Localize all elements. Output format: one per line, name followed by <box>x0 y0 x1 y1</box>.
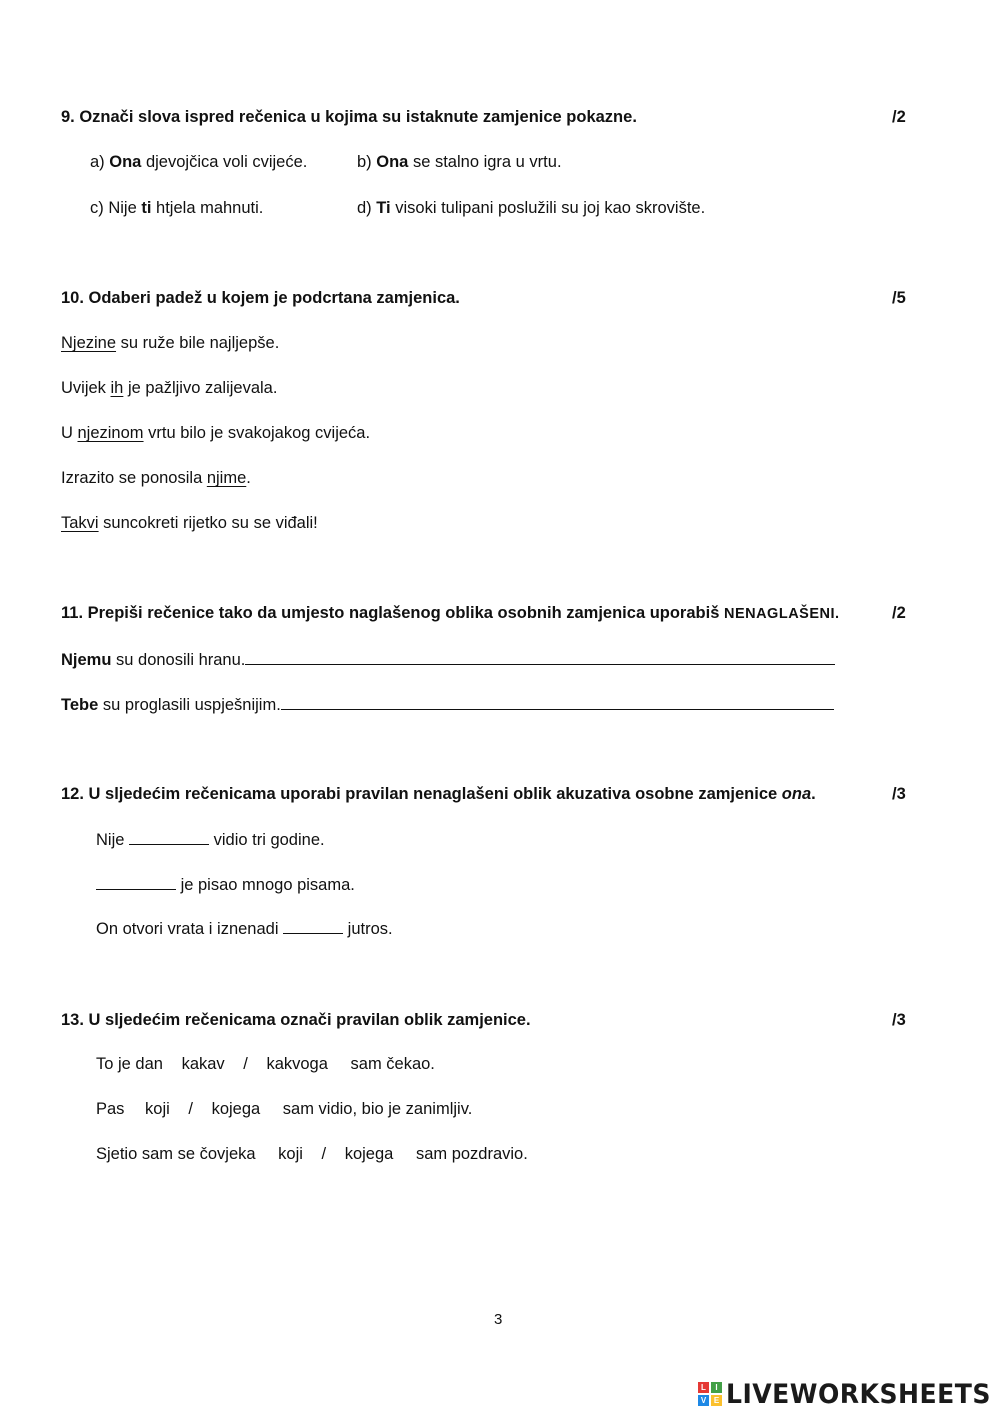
q11-sentence-1 <box>61 650 835 670</box>
q13-title: 13. U sljedećim rečenicama označi pravilan oblik zamjenice. <box>61 1011 531 1029</box>
q13-s1-pre: To je dan <box>96 1055 163 1073</box>
q13-s2-option-2[interactable]: kojega <box>211 1100 261 1118</box>
q13-s3-pre: Sjetio sam se čovjeka <box>96 1145 256 1163</box>
q9-score: /2 <box>892 108 906 126</box>
q13-s2-post: sam vidio, bio je zanimljiv. <box>282 1100 473 1118</box>
logo-block-4: E <box>711 1395 722 1406</box>
q9-c-bold: ti <box>141 199 152 217</box>
q9-a-bold: Ona <box>109 153 142 171</box>
q11-s1-bold: Njemu <box>61 651 112 669</box>
q10-s2-pronoun: ih <box>110 379 124 397</box>
q9-c-pre: c) Nije <box>90 199 137 217</box>
q10-s5-post: suncokreti rijetko su se viđali! <box>98 514 318 532</box>
q11-s2-bold: Tebe <box>61 696 99 714</box>
q12-s3-blank[interactable] <box>283 919 343 934</box>
q10-s4-pronoun: njime <box>206 469 247 487</box>
q10-s5-pronoun: Takvi <box>61 514 99 532</box>
q9-d-label: d) <box>357 199 372 217</box>
q9-a-label: a) <box>90 153 105 171</box>
q13-s3-option-2[interactable]: kojega <box>344 1145 394 1163</box>
q9-option-c[interactable] <box>90 199 263 218</box>
q13-s3-option-1[interactable]: koji <box>278 1145 303 1163</box>
logo-block-2: I <box>711 1382 722 1393</box>
q11-sentence-2 <box>61 695 834 715</box>
q9-option-d[interactable] <box>357 199 705 218</box>
q13-sentence-3 <box>96 1145 528 1164</box>
q10-s4-post: . <box>246 469 251 487</box>
q11-s2-rest: su proglasili uspješnijim. <box>98 696 281 714</box>
q12-s3-pre: On otvori vrata i iznenadi <box>96 920 284 938</box>
q9-b-label: b) <box>357 153 372 171</box>
q12-title-em: ona <box>781 785 812 803</box>
q12-s2-blank[interactable] <box>96 875 176 890</box>
q13-score: /3 <box>892 1011 906 1029</box>
q10-s1-post: su ruže bile najljepše. <box>116 334 280 352</box>
q10-sentence-3[interactable] <box>61 424 370 443</box>
q12-score: /3 <box>892 785 906 803</box>
q10-s3-pronoun: njezinom <box>77 424 144 442</box>
q10-s3-post: vrtu bilo je svakojakog cvijeća. <box>143 424 371 442</box>
q13-s1-separator: / <box>243 1055 248 1073</box>
q9-title: 9. Označi slova ispred rečenica u kojima su istaknute zamjenice pokazne. <box>61 108 637 126</box>
q10-sentence-4[interactable] <box>61 469 251 488</box>
q10-sentence-2[interactable] <box>61 379 277 398</box>
q13-s2-option-1[interactable]: koji <box>145 1100 170 1118</box>
q10-s3-pre: U <box>61 424 78 442</box>
q13-s2-separator: / <box>188 1100 193 1118</box>
q9-b-bold: Ona <box>376 153 409 171</box>
q11-title-text: 11. Prepiši rečenice tako da umjesto naglašenog oblika osobnih zamjenica uporabiš <box>61 604 720 622</box>
page-number: 3 <box>494 1311 503 1328</box>
logo-blocks-icon <box>698 1382 722 1406</box>
q10-score: /5 <box>892 289 906 307</box>
q10-s2-post: je pažljivo zalijevala. <box>123 379 278 397</box>
q11-s1-answer-line[interactable] <box>245 650 835 665</box>
q12-sentence-2 <box>96 875 355 895</box>
q11-title-smallcaps: NENAGLAŠENI. <box>723 606 840 622</box>
q9-option-a[interactable] <box>90 153 307 172</box>
q9-option-b[interactable] <box>357 153 562 172</box>
q12-title <box>61 785 816 804</box>
q11-s2-answer-line[interactable] <box>281 695 834 710</box>
q12-title-pre: 12. U sljedećim rečenicama uporabi pravilan nenaglašeni oblik akuzativa osobne zamjenice <box>61 785 782 803</box>
q12-s3-post: jutros. <box>343 920 393 938</box>
q11-score: /2 <box>892 604 906 622</box>
q10-sentence-5[interactable] <box>61 514 318 533</box>
q12-sentence-1 <box>96 830 325 850</box>
q12-s1-blank[interactable] <box>129 830 209 845</box>
q9-c-rest: htjela mahnuti. <box>156 199 264 217</box>
q12-title-post: . <box>811 785 816 803</box>
q9-b-rest: se stalno igra u vrtu. <box>412 153 562 171</box>
q11-s1-rest: su donosili hranu. <box>111 651 246 669</box>
q9-a-rest: djevojčica voli cvijeće. <box>145 153 308 171</box>
q13-s3-post: sam pozdravio. <box>415 1145 528 1163</box>
q13-s1-option-2[interactable]: kakvoga <box>266 1055 328 1073</box>
q13-sentence-1 <box>96 1055 435 1074</box>
q12-s1-pre: Nije <box>96 831 130 849</box>
q10-s1-pronoun: Njezine <box>61 334 117 352</box>
q11-title <box>61 604 840 623</box>
q10-title: 10. Odaberi padež u kojem je podcrtana zamjenica. <box>61 289 460 307</box>
q10-s4-pre: Izrazito se ponosila <box>61 469 207 487</box>
q13-s1-post: sam čekao. <box>350 1055 435 1073</box>
q13-s3-separator: / <box>321 1145 327 1163</box>
q13-s1-option-1[interactable]: kakav <box>181 1055 225 1073</box>
logo-block-3: V <box>698 1395 709 1406</box>
q9-d-bold: Ti <box>376 199 391 217</box>
logo-block-1: L <box>698 1382 709 1393</box>
q9-d-rest: visoki tulipani poslužili su joj kao skrovište. <box>395 199 706 217</box>
q12-sentence-3 <box>96 919 393 939</box>
liveworksheets-logo <box>698 1379 1000 1409</box>
q13-sentence-2 <box>96 1100 472 1119</box>
q12-s1-post: vidio tri godine. <box>209 831 325 849</box>
q10-sentence-1[interactable] <box>61 334 279 353</box>
logo-text: LIVEWORKSHEETS <box>726 1378 991 1410</box>
q10-s2-pre: Uvijek <box>61 379 111 397</box>
q12-s2-post: je pisao mnogo pisama. <box>176 876 355 894</box>
q13-s2-pre: Pas <box>96 1100 125 1118</box>
